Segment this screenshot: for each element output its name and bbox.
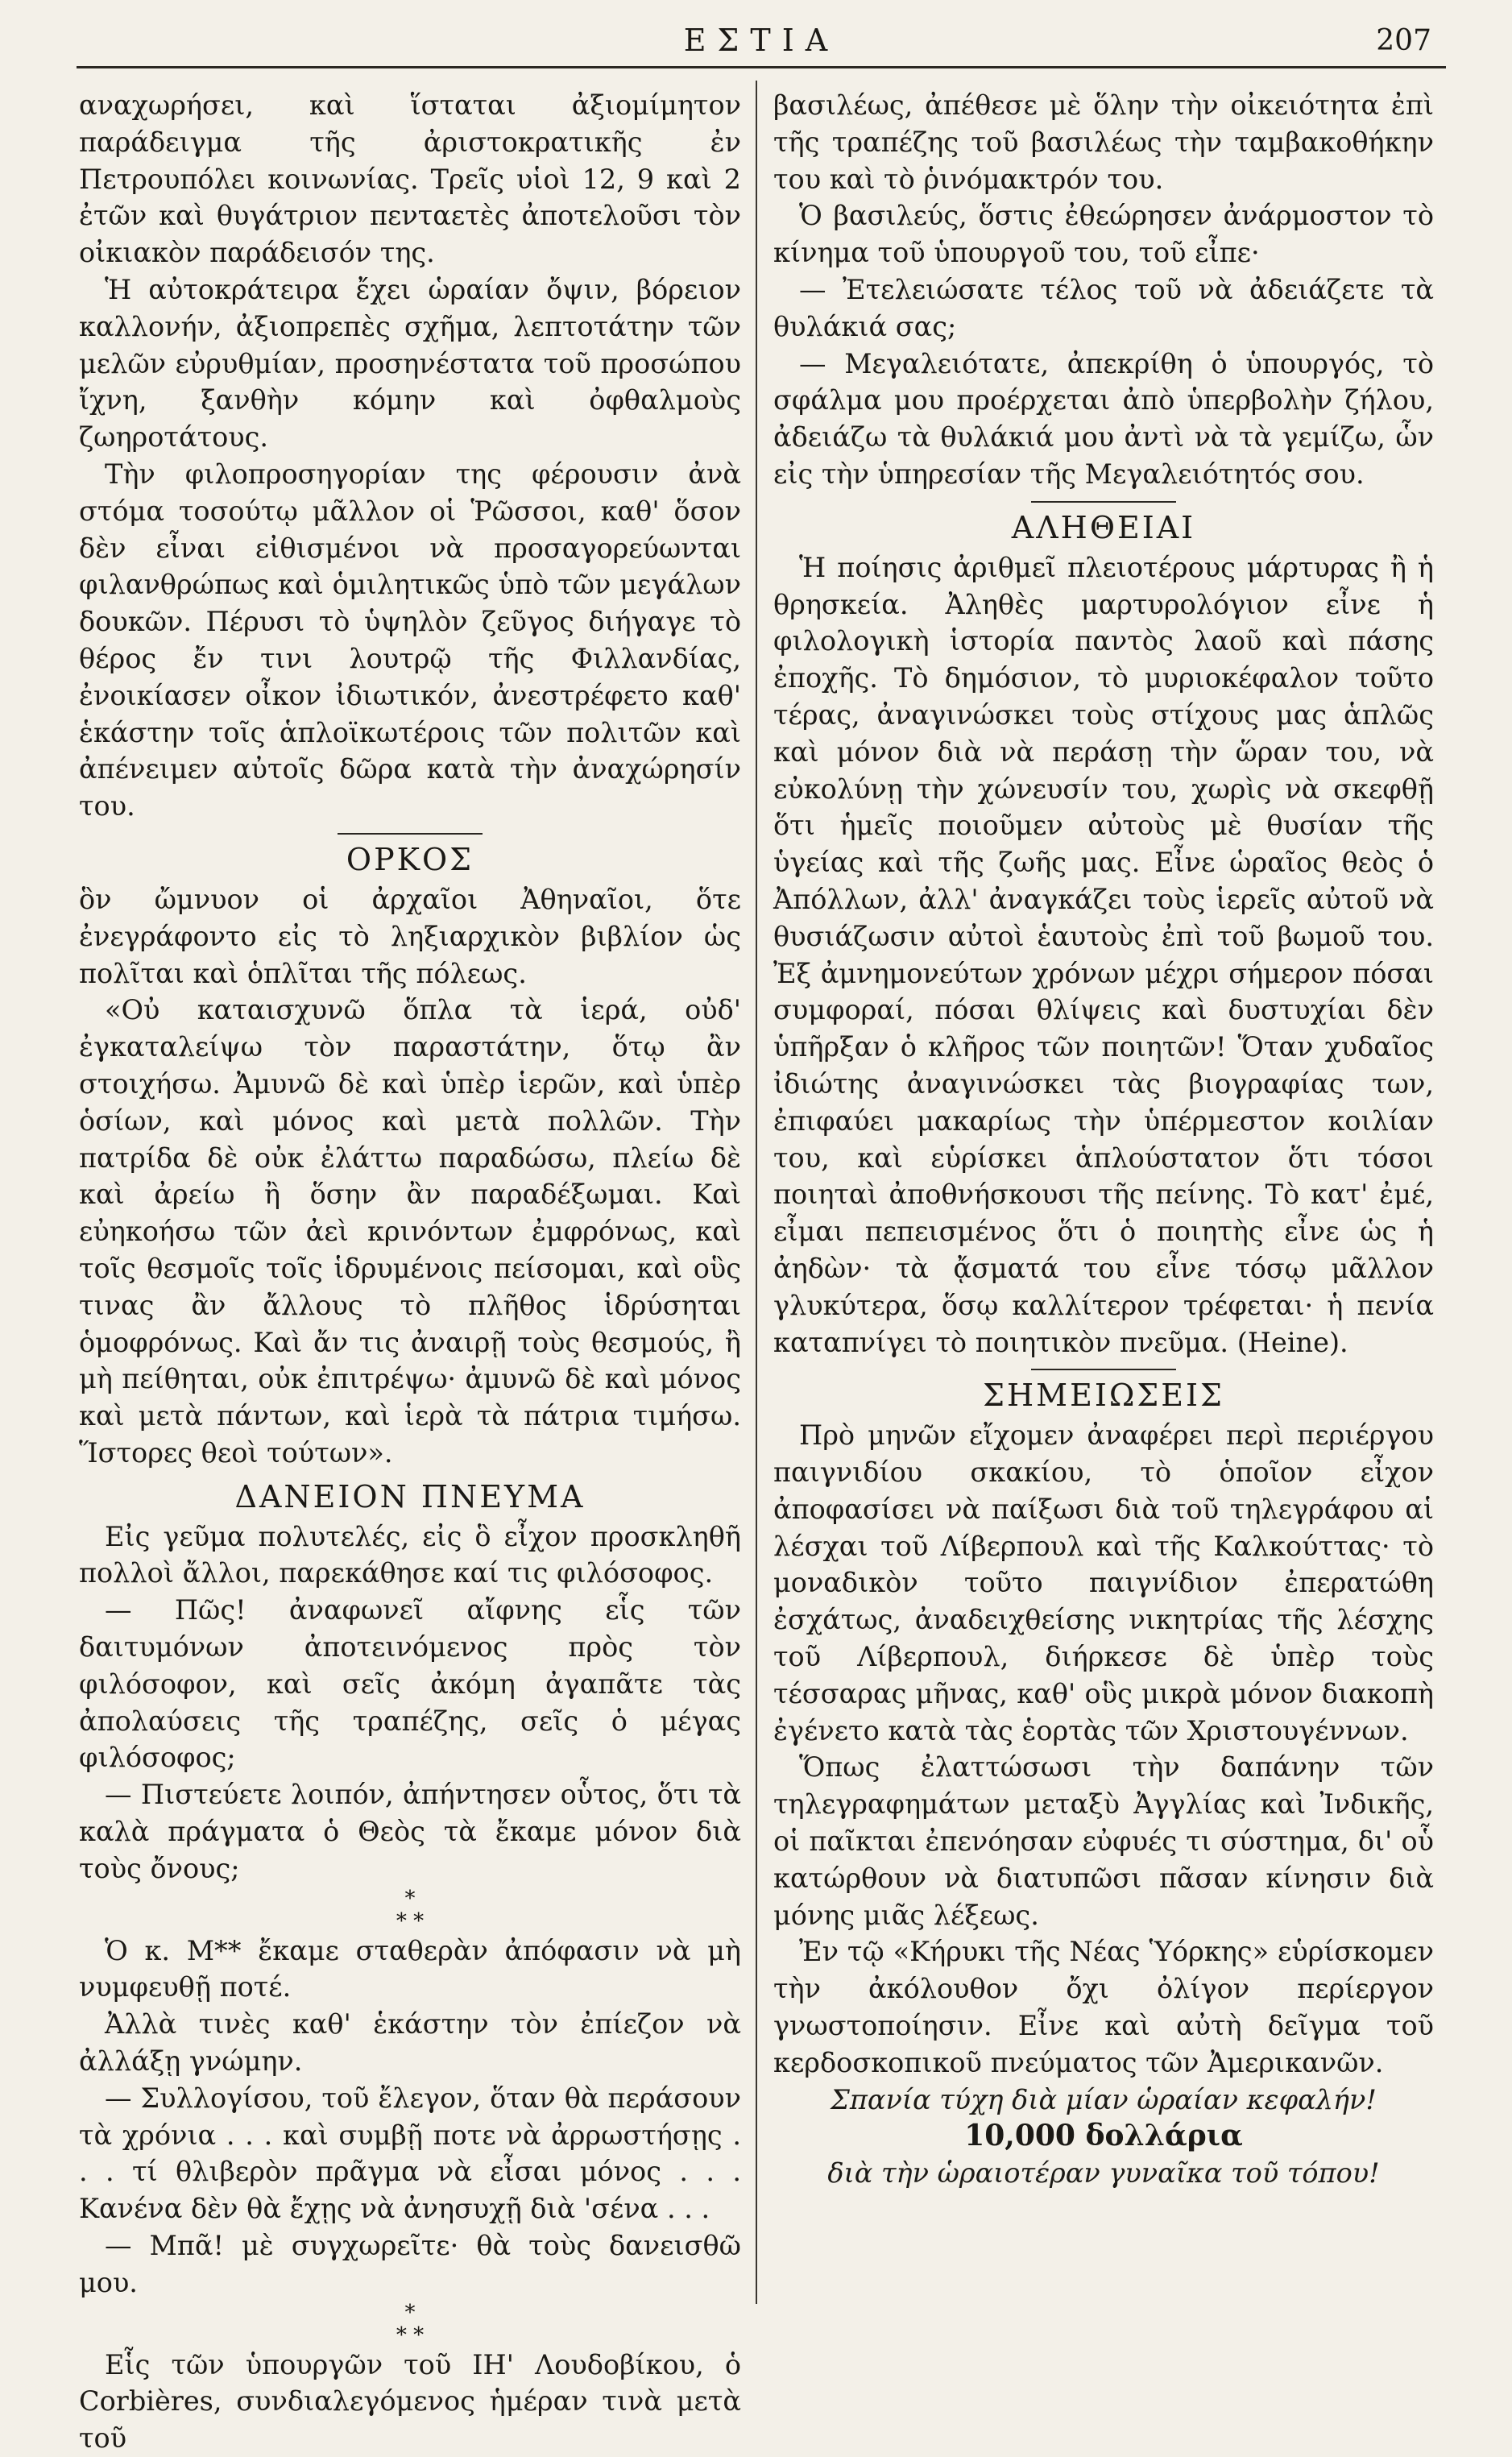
paragraph: Ὅπως ἐλαττώσωσι τὴν δαπάνην τῶν τηλεγραφημάτων μεταξὺ Ἀγγλίας καὶ Ἰνδικῆς, οἱ παῖκται ἐπενόησαν εὐφυές τι σύστημα, δι' οὗ κατώρθουν νὰ διατυπῶσι πᾶσαν κίνησιν διὰ μόνης μιᾶς λέξεως.	[773, 1751, 1434, 1931]
paragraph: Ὁ βασιλεύς, ὅστις ἐθεώρησεν ἀνάρμοστον τὸ κίνημα τοῦ ὑπουργοῦ του, τοῦ εἶπε·	[773, 200, 1434, 269]
column-divider	[756, 81, 757, 2304]
paragraph: Ἡ αὐτοκράτειρα ἔχει ὡραίαν ὄψιν, βόρειον καλλονήν, ἀξιοπρεπὲς σχῆμα, λεπτοτάτην τῶν μελῶν εὐρυθμίαν, προσηνέστατα τοῦ προσώπου ἴχνη, ξανθὴν κόμην καὶ ὀφθαλμοὺς ζωηροτάτους.	[79, 273, 741, 454]
paragraph: Εἷς τῶν ὑπουργῶν τοῦ ΙΗ' Λουδοβίκου, ὁ Corbières, συνδιαλεγόμενος ἡμέραν τινὰ μετὰ τοῦ	[79, 2348, 741, 2455]
paragraph: Τὴν φιλοπροσηγορίαν της φέρουσιν ἀνὰ στόμα τοσούτῳ μᾶλλον οἱ Ῥῶσσοι, καθ' ὅσον δὲν εἶναι εἰθισμένοι νὰ προσαγορεύωνται φιλανθρώπως καὶ ὁμιλητικῶς ὑπὸ τῶν μεγάλων δουκῶν. Πέρυσι τὸ ὑψηλὸν ζεῦγος διήγαγε τὸ θέρος ἔν τινι λουτρῷ τῆς Φιλλανδίας, ἐνοικίασεν οἶκον ἰδιωτικόν, ἀνεστρέφετο καθ' ἑκάστην τοῖς ἁπλοϊκωτέροις τῶν πολιτῶν καὶ ἀπένειμεν αὐτοῖς δῶρα κατὰ τὴν ἀναχώρησίν του.	[79, 458, 741, 822]
paragraph: — Πῶς! ἀναφωνεῖ αἴφνης εἷς τῶν δαιτυμόνων ἀποτεινόμενος πρὸς τὸν φιλόσοφον, καὶ σεῖς ἀκόμη ἀγαπᾶτε τὰς ἀπολαύσεις τῆς τραπέζης, σεῖς ὁ μέγας φιλόσοφος;	[79, 1594, 741, 1774]
running-title: ΕΣΤΙΑ	[683, 23, 839, 58]
section-divider	[1031, 501, 1176, 503]
asterism: * *	[396, 2322, 425, 2347]
paragraph: βασιλέως, ἀπέθεσε μὲ ὅλην τὴν οἰκειότητα ἐπὶ τῆς τραπέζης τοῦ βασιλέως τὴν ταμβακοθήκην του καὶ τὸ ῥινόμακτρόν του.	[773, 89, 1434, 195]
paragraph: — Συλλογίσου, τοῦ ἔλεγον, ὅταν θὰ περάσουν τὰ χρόνια . . . καὶ συμβῇ ποτε νὰ ἀρρωστήσῃς . . . τί θλιβερὸν πρᾶγμα νὰ εἶσαι μόνος . . . Κανένα δὲν θὰ ἔχῃς νὰ ἀνησυχῇ διὰ 'σένα . . .	[79, 2082, 741, 2225]
paragraph: Εἰς γεῦμα πολυτελές, εἰς ὃ εἶχον προσκληθῆ πολλοὶ ἄλλοι, παρεκάθησε καί τις φιλόσοφος.	[79, 1520, 741, 1589]
paragraph: Ἡ ποίησις ἀριθμεῖ πλειοτέρους μάρτυρας ἢ ἡ θρησκεία. Ἀληθὲς μαρτυρολόγιον εἶνε ἡ φιλολογικὴ ἱστορία παντὸς λαοῦ καὶ πάσης ἐποχῆς. Τὸ δημόσιον, τὸ μυριοκέφαλον τοῦτο τέρας, ἀναγινώσκει τοὺς στίχους μας ἁπλῶς καὶ μόνον διὰ νὰ περάσῃ τὴν ὥραν του, νὰ εὐκολύνῃ τὴν χώνευσίν του, χωρὶς νὰ σκεφθῇ ὅτι ἡμεῖς ποιοῦμεν αὐτοὺς μὲ θυσίαν τῆς ὑγείας καὶ τῆς ζωῆς μας. Εἶνε ὡραῖος θεὸς ὁ Ἀπόλλων, ἀλλ' ἀναγκάζει τοὺς ἱερεῖς αὐτοῦ νὰ θυσιάζωσιν αὐτοὶ ἑαυτοὺς ἐπὶ τοῦ βωμοῦ του. Ἐξ ἀμνημονεύτων χρόνων μέχρι σήμερον πόσαι συμφοραί, πόσαι θλίψεις καὶ δυστυχίαι δὲν ὑπῆρξαν ὁ κλῆρος τῶν ποιητῶν! Ὅταν χυδαῖος ἰδιώτης ἀναγινώσκει τὰς βιογραφίας των, ἐπιφαύει μακαρίως τὴν ὑπέρμεστον κοιλίαν του, καὶ εὑρίσκει ἁπλούστατον ὅτι τόσοι ποιηταὶ ἀποθνήσκουσι τῆς πείνης. Τὸ κατ' ἐμέ, εἶμαι πεπεισμένος ὅτι ὁ ποιητὴς εἶνε ὡς ἡ ἀηδὼν· τὰ ᾄσματά του εἶνε τόσῳ μᾶλλον γλυκύτερα, ὅσῳ καλλίτερον τρέφεται· ἡ πενία καταπνίγει τὸ ποιητικὸν πνεῦμα. (Heine).	[773, 551, 1434, 1358]
paragraph: ὃν ὤμνυον οἱ ἀρχαῖοι Ἀθηναῖοι, ὅτε ἐνεγράφοντο εἰς τὸ ληξιαρχικὸν βιβλίον ὡς πολῖται καὶ ὁπλῖται τῆς πόλεως.	[79, 883, 741, 989]
right-column	[773, 87, 1434, 2318]
section-heading-semeioseis: ΣΗΜΕΙΩΣΕΙΣ	[983, 1378, 1224, 1414]
section-heading-aletheiai: ΑΛΗΘΕΙΑΙ	[1011, 509, 1196, 545]
paragraph: «Οὐ καταισχυνῶ ὅπλα τὰ ἱερά, οὐδ' ἐγκαταλείψω τὸν παραστάτην, ὅτῳ ἂν στοιχήσω. Ἀμυνῶ δὲ καὶ ὑπὲρ ἱερῶν, καὶ ὑπὲρ ὁσίων, καὶ μόνος καὶ μετὰ πολλῶν. Τὴν πατρίδα δὲ οὐκ ἐλάττω παραδώσω, πλείω δὲ καὶ ἀρείω ἢ ὅσην ἂν παραδέξωμαι. Καὶ εὐηκοήσω τῶν ἀεὶ κρινόντων ἐμφρόνως, καὶ τοῖς θεσμοῖς τοῖς ἱδρυμένοις πείσομαι, καὶ οὓς τινας ἂν ἄλλους τὸ πλῆθος ἱδρύσηται ὁμοφρόνως. Καὶ ἄν τις ἀναιρῇ τοὺς θεσμούς, ἢ μὴ πείθηται, οὐκ ἐπιτρέψω· ἀμυνῶ δὲ καὶ μόνος καὶ μετὰ πάντων, καὶ ἱερὰ τὰ πάτρια τιμήσω. Ἵστορες θεοὶ τούτων».	[79, 994, 741, 1469]
page-number: 207	[1376, 24, 1431, 57]
asterism: * *	[396, 1908, 425, 1933]
left-column	[79, 87, 741, 2455]
advert-line: διὰ τὴν ὡραιοτέραν γυναῖκα τοῦ τόπου!	[827, 2157, 1380, 2190]
advert-line: Σπανία τύχη διὰ μίαν ὡραίαν κεφαλήν!	[831, 2083, 1377, 2115]
paragraph: Πρὸ μηνῶν εἴχομεν ἀναφέρει περὶ περιέργου παιγνιδίου σκακίου, τὸ ὁποῖον εἶχον ἀποφασίσει νὰ παίξωσι διὰ τοῦ τηλεγράφου αἱ λέσχαι τοῦ Λίβερπουλ καὶ τῆς Καλκούττας· τὸ μοναδικὸν τοῦτο παιγνίδιον ἐπερατώθη ἐσχάτως, ἀναδειχθείσης νικητρίας τῆς λέσχης τοῦ Λίβερπουλ, διήρκεσε δὲ ὑπὲρ τοὺς τέσσαρας μῆνας, καθ' οὓς μικρὰ μόνον διακοπὴ ἐγένετο κατὰ τὰς ἑορτὰς τῶν Χριστουγέννων.	[773, 1419, 1434, 1746]
paragraph: Ἀλλὰ τινὲς καθ' ἑκάστην τὸν ἐπίεζον νὰ ἀλλάξῃ γνώμην.	[79, 2008, 741, 2078]
section-divider	[338, 833, 483, 835]
page-header	[77, 18, 1446, 68]
paragraph: — Μεγαλειότατε, ἀπεκρίθη ὁ ὑπουργός, τὸ σφάλμα μου προέρχεται ἀπὸ ὑπερβολὴν ζήλου, ἀδειάζω τὰ θυλάκιά μου ἀντὶ νὰ τὰ γεμίζω, ὧν εἰς τὴν ὑπηρεσίαν τῆς Μεγαλειότητός σου.	[773, 347, 1434, 490]
paragraph: Ὁ κ. Μ** ἔκαμε σταθερὰν ἀπόφασιν νὰ μὴ νυμφευθῇ ποτέ.	[79, 1934, 741, 2003]
advert-amount: 10,000 δολλάρια	[964, 2119, 1243, 2153]
paragraph: Ἐν τῷ «Κήρυκι τῆς Νέας Ὑόρκης» εὑρίσκομεν τὴν ἀκόλουθον ὄχι ὀλίγον περίεργον γνωστοποίησιν. Εἶνε καὶ αὐτὴ δεῖγμα τοῦ κερδοσκοπικοῦ πνεύματος τῶν Ἀμερικανῶν.	[773, 1936, 1434, 2078]
asterism: *	[404, 2300, 416, 2325]
paragraph: — Μπᾶ! μὲ συγχωρεῖτε· θὰ τοὺς δανεισθῶ μου.	[79, 2230, 741, 2298]
section-heading-orkos: ΟΡΚΟΣ	[346, 841, 474, 877]
section-divider	[1031, 1369, 1176, 1370]
paragraph: — Πιστεύετε λοιπόν, ἀπήντησεν οὗτος, ὅτι τὰ καλὰ πράγματα ὁ Θεὸς τὰ ἔκαμε μόνον διὰ τοὺς ὄνους;	[79, 1779, 741, 1884]
paragraph: — Ἐτελειώσατε τέλος τοῦ νὰ ἀδειάζετε τὰ θυλάκιά σας;	[773, 273, 1434, 342]
paragraph: αναχωρήσει, καὶ ἵσταται ἀξιομίμητον παράδειγμα τῆς ἀριστοκρατικῆς ἐν Πετρουπόλει κοινωνίας. Τρεῖς υἱοὶ 12, 9 καὶ 2 ἐτῶν καὶ θυγάτριον πενταετὲς ἀποτελοῦσι τὸν οἰκιακὸν παράδεισόν της.	[79, 89, 741, 269]
section-heading-daneion: ΔΑΝΕΙΟΝ ΠΝΕΥΜΑ	[234, 1478, 586, 1514]
asterism: *	[404, 1886, 416, 1911]
